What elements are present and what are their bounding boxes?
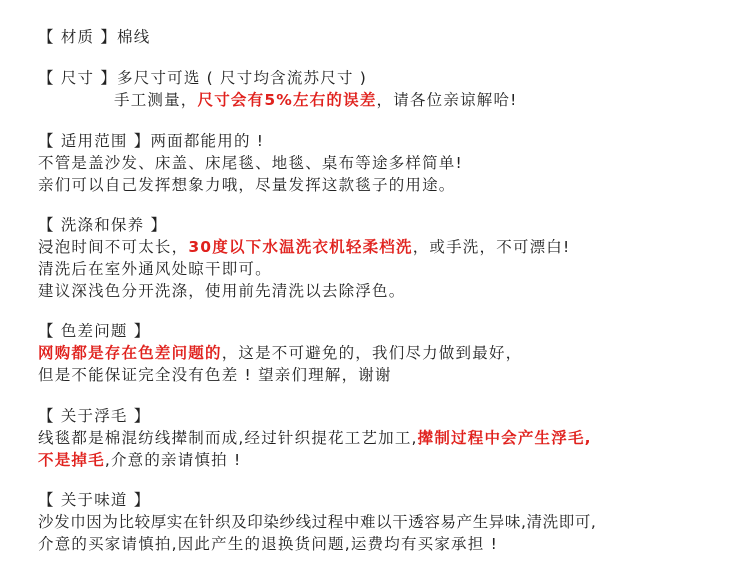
usage-heading: 【 适用范围 】两面都能用的 ! — [38, 132, 265, 150]
usage-line: 亲们可以自己发挥想象力哦，尽量发挥这款毯子的用途。 — [38, 176, 456, 194]
color-diff-heading: 【 色差问题 】 — [38, 322, 151, 340]
odor-line: 介意的买家请慎拍,因此产生的退换货问题,运费均有买家承担 ! — [38, 535, 498, 553]
washing-temperature-warning: 30度以下水温洗衣机轻柔档洗 — [188, 238, 413, 256]
size-note-tail: ，请各位亲谅解哈! — [376, 91, 518, 109]
lint-warning: 撵制过程中会产生浮毛, — [417, 429, 592, 447]
lint-text-tail: ,介意的亲请慎拍 ! — [104, 451, 242, 469]
washing-text: 浸泡时间不可太长， — [38, 238, 189, 256]
washing-heading: 【 洗涤和保养 】 — [38, 216, 168, 234]
lint-not-shedding: 不是掉毛 — [38, 451, 105, 469]
lint-text: 线毯都是棉混纺线撵制而成,经过针织提花工艺加工, — [38, 429, 418, 447]
odor-line: 沙发巾因为比较厚实在针织及印染纱线过程中难以干透容易产生异味,清洗即可, — [38, 513, 597, 531]
size-error-warning: 尺寸会有5%左右的误差 — [197, 91, 377, 109]
washing-line: 清洗后在室外通风处晾干即可。 — [38, 260, 272, 278]
lint-heading: 【 关于浮毛 】 — [38, 407, 151, 425]
usage-line: 不管是盖沙发、床盖、床尾毯、地毯、桌布等途多样简单! — [38, 154, 463, 172]
material-heading: 【 材质 】棉线 — [38, 28, 151, 46]
size-note — [114, 89, 518, 111]
size-note-text: 手工测量， — [114, 91, 198, 109]
color-diff-line — [38, 342, 522, 364]
washing-text-tail: ，或手洗，不可漂白! — [412, 238, 571, 256]
size-heading: 【 尺寸 】多尺寸可选 ( 尺寸均含流苏尺寸 ) — [38, 69, 368, 87]
color-diff-text: ，这是不可避免的，我们尽力做到最好， — [221, 344, 523, 362]
lint-line — [38, 427, 592, 449]
washing-line: 建议深浅色分开洗涤，使用前先清洗以去除浮色。 — [38, 282, 406, 300]
color-diff-line: 但是不能保证完全没有色差 ! 望亲们理解，谢谢 — [38, 366, 392, 384]
color-diff-warning: 网购都是存在色差问题的 — [38, 344, 222, 362]
lint-line — [38, 449, 241, 471]
odor-heading: 【 关于味道 】 — [38, 491, 151, 509]
washing-line — [38, 236, 570, 258]
